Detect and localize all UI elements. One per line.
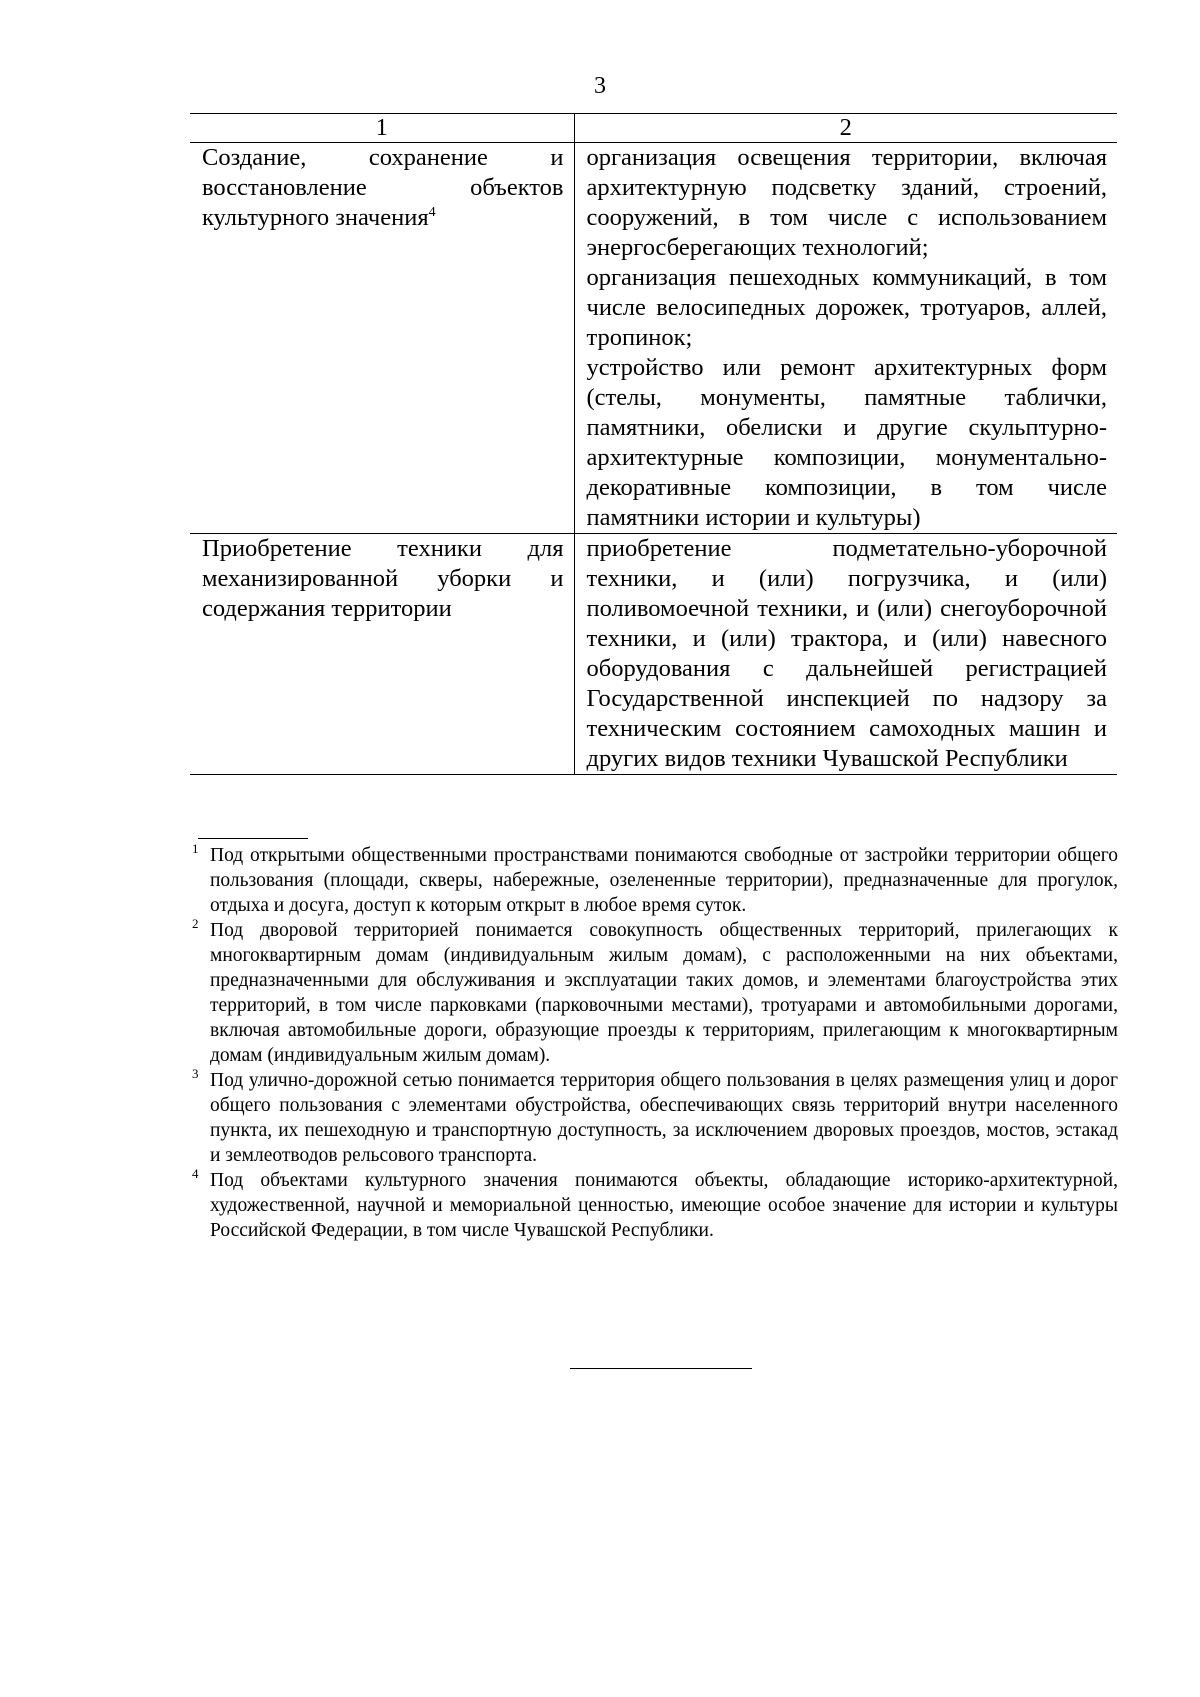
- document-end-rule: [570, 1368, 752, 1369]
- table-cell-activity: [190, 534, 574, 775]
- footnote: [192, 841, 1118, 918]
- description-paragraph: приобретение подметательно-уборочной техники, и (или) погрузчика, и (или) поливомоечной техники, и (или) снегоуборочной техники, и (или) трактора, и (или) навесного оборудования с дальнейшей регистрацией Государственной инспекцией по надзору за техническим состоянием самоходных машин и других видов техники Чувашской Республики: [586, 535, 1107, 772]
- activity-text-body: Создание, сохранение и восстановление объектов культурного значения: [202, 144, 564, 231]
- footnote-text: Под объектами культурного значения понимаются объекты, обладающие историко-архитектурной, художественной, научной и мемориальной ценностью, имеющие особое значение для истории и культуры Российской Федерации, в том числе Чувашской Республики.: [210, 1170, 1118, 1241]
- description-paragraph: организация пешеходных коммуникаций, в том числе велосипедных дорожек, тротуаров, аллей, тропинок;: [586, 264, 1107, 351]
- footnote-mark: 1: [192, 841, 199, 856]
- footnote: [192, 1166, 1118, 1243]
- description-paragraph: организация освещения территории, включая архитектурную подсветку зданий, строений, сооружений, в том числе с использованием энергосберегающих технологий;: [586, 144, 1107, 261]
- table-header-row: [190, 114, 1117, 143]
- footnote-text: Под дворовой территорией понимается совокупность общественных территорий, прилегающих к многоквартирным домам (индивидуальным жилым домам), с расположенными на них объектами, предназначенными для обслуживания и эксплуатации таких домов, и элементами благоустройства этих территорий, в том числе парковками (парковочными местами), тротуарами и автомобильными дорогами, включая автомобильные дороги, образующие проезды к территориям, прилегающим к многоквартирным домам (индивидуальным жилым домам).: [210, 920, 1118, 1066]
- table-cell-description: [574, 534, 1117, 775]
- description-paragraph: устройство или ремонт архитектурных форм (стелы, монументы, памятные таблички, памятники, обелиски и другие скульптурно-архитектурные композиции, монументально-декоративные композиции, в том числе памятники истории и культуры): [586, 354, 1107, 531]
- column-header-2: 2: [574, 114, 1117, 143]
- footnote-text: Под улично-дорожной сетью понимается территория общего пользования в целях размещения улиц и дорог общего пользования с элементами обустройства, обеспечивающих связь территорий внутри населенного пункта, их пешеходную и транспортную доступность, за исключением дворовых проездов, мостов, эстакад и землеотводов рельсового транспорта.: [210, 1070, 1118, 1166]
- activity-text: [202, 143, 564, 233]
- column-header-1: 1: [190, 114, 574, 143]
- table-cell-description: [574, 143, 1117, 534]
- table-row: [190, 534, 1117, 775]
- footnote-separator: [198, 838, 308, 839]
- measures-table: [190, 113, 1117, 775]
- footnote-text: Под открытыми общественными пространствами понимаются свободные от застройки территории общего пользования (площади, скверы, набережные, озелененные территории), предназначенные для прогулок, отдыха и досуга, доступ к которым открыт в любое время суток.: [210, 845, 1118, 916]
- footnote-mark: 2: [192, 916, 199, 931]
- table-cell-activity: [190, 143, 574, 534]
- page-number: 3: [594, 73, 606, 99]
- activity-text: Приобретение техники для механизированной уборки и содержания территории: [202, 535, 564, 622]
- footnotes: [192, 841, 1118, 1243]
- footnote: [192, 1066, 1118, 1168]
- footnote-mark: 4: [192, 1166, 199, 1181]
- footnote-reference: 4: [428, 204, 436, 220]
- table-row: [190, 143, 1117, 534]
- footnote-mark: 3: [192, 1066, 199, 1081]
- footnote: [192, 916, 1118, 1068]
